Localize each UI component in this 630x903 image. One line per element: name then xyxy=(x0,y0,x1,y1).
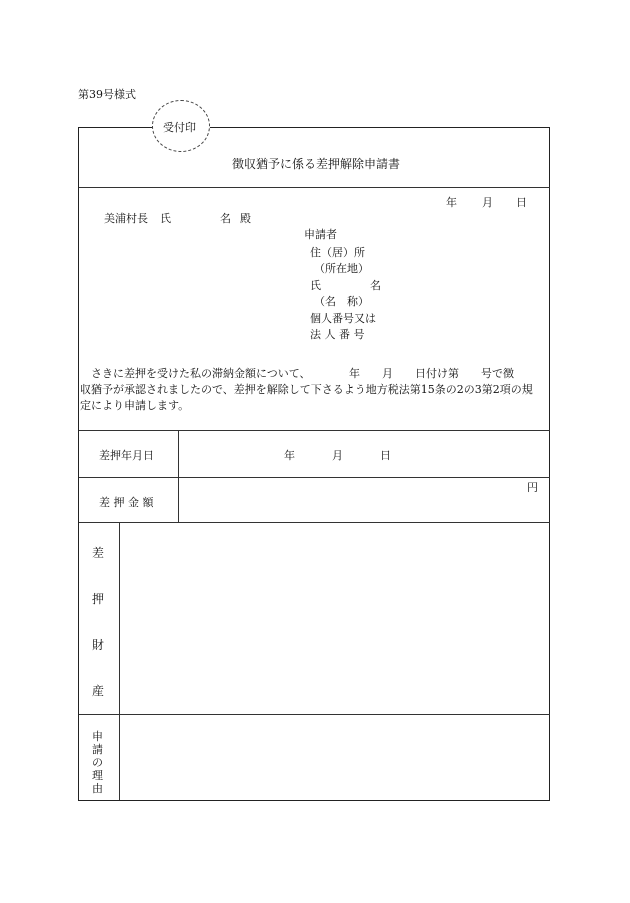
row-divider-2 xyxy=(79,522,550,523)
addressee-mei: 名 xyxy=(220,212,231,225)
reason-char-1: 申 xyxy=(92,730,103,743)
seized-property-char-1: 差 xyxy=(92,546,105,560)
applicant-name-shi: 氏 xyxy=(310,279,321,292)
seizure-date-day: 日 xyxy=(380,449,391,462)
seizure-amount-unit: 円 xyxy=(527,481,538,494)
body-text-line-1: さきに差押を受けた私の滞納金額について、 年 月 日付け第 号で徴 xyxy=(80,367,515,380)
receipt-stamp-label: 受付印 xyxy=(163,121,196,134)
addressee-prefix: 美浦村長 xyxy=(104,212,148,225)
seizure-date-label: 差押年月日 xyxy=(99,449,154,462)
seized-property-char-2: 押 xyxy=(92,592,105,606)
reason-char-4: 理 xyxy=(92,769,103,782)
seized-property-char-3: 財 xyxy=(92,638,105,652)
form-number: 第39号様式 xyxy=(78,88,136,101)
seizure-date-month: 月 xyxy=(332,449,343,462)
applicant-label: 申請者 xyxy=(304,228,337,241)
reason-char-3: の xyxy=(92,756,103,769)
label-column-divider-lower xyxy=(119,522,120,800)
date-year-label: 年 xyxy=(446,196,457,209)
applicant-name-mei: 名 xyxy=(370,279,381,292)
applicant-address-label: 住（居）所 xyxy=(310,246,365,259)
reason-char-2: 請 xyxy=(92,743,103,756)
addressee-suffix: 殿 xyxy=(240,212,251,225)
date-month-label: 月 xyxy=(482,196,493,209)
label-column-divider-upper xyxy=(178,430,179,522)
seizure-amount-label: 差 押 金 額 xyxy=(99,496,154,509)
row-divider-3 xyxy=(79,714,550,715)
title-divider xyxy=(79,187,550,188)
body-text-line-2: 収猶予が承認されましたので、差押を解除して下さるよう地方税法第15条の2の3第2項の規 xyxy=(80,383,533,396)
applicant-address-sub: （所在地） xyxy=(314,262,369,275)
table-top-divider xyxy=(79,430,550,431)
seizure-date-year: 年 xyxy=(284,449,295,462)
applicant-name-sub: （名 称） xyxy=(314,295,369,308)
reason-char-5: 由 xyxy=(92,782,103,795)
applicant-number-label-2: 法 人 番 号 xyxy=(310,328,365,341)
form-title: 徴収猶予に係る差押解除申請書 xyxy=(232,157,401,171)
applicant-number-label-1: 個人番号又は xyxy=(310,312,376,325)
row-divider-1 xyxy=(79,477,550,478)
body-text-line-3: 定により申請します。 xyxy=(80,399,190,412)
addressee-shi: 氏 xyxy=(160,212,171,225)
seized-property-char-4: 産 xyxy=(92,684,105,698)
date-day-label: 日 xyxy=(516,196,527,209)
